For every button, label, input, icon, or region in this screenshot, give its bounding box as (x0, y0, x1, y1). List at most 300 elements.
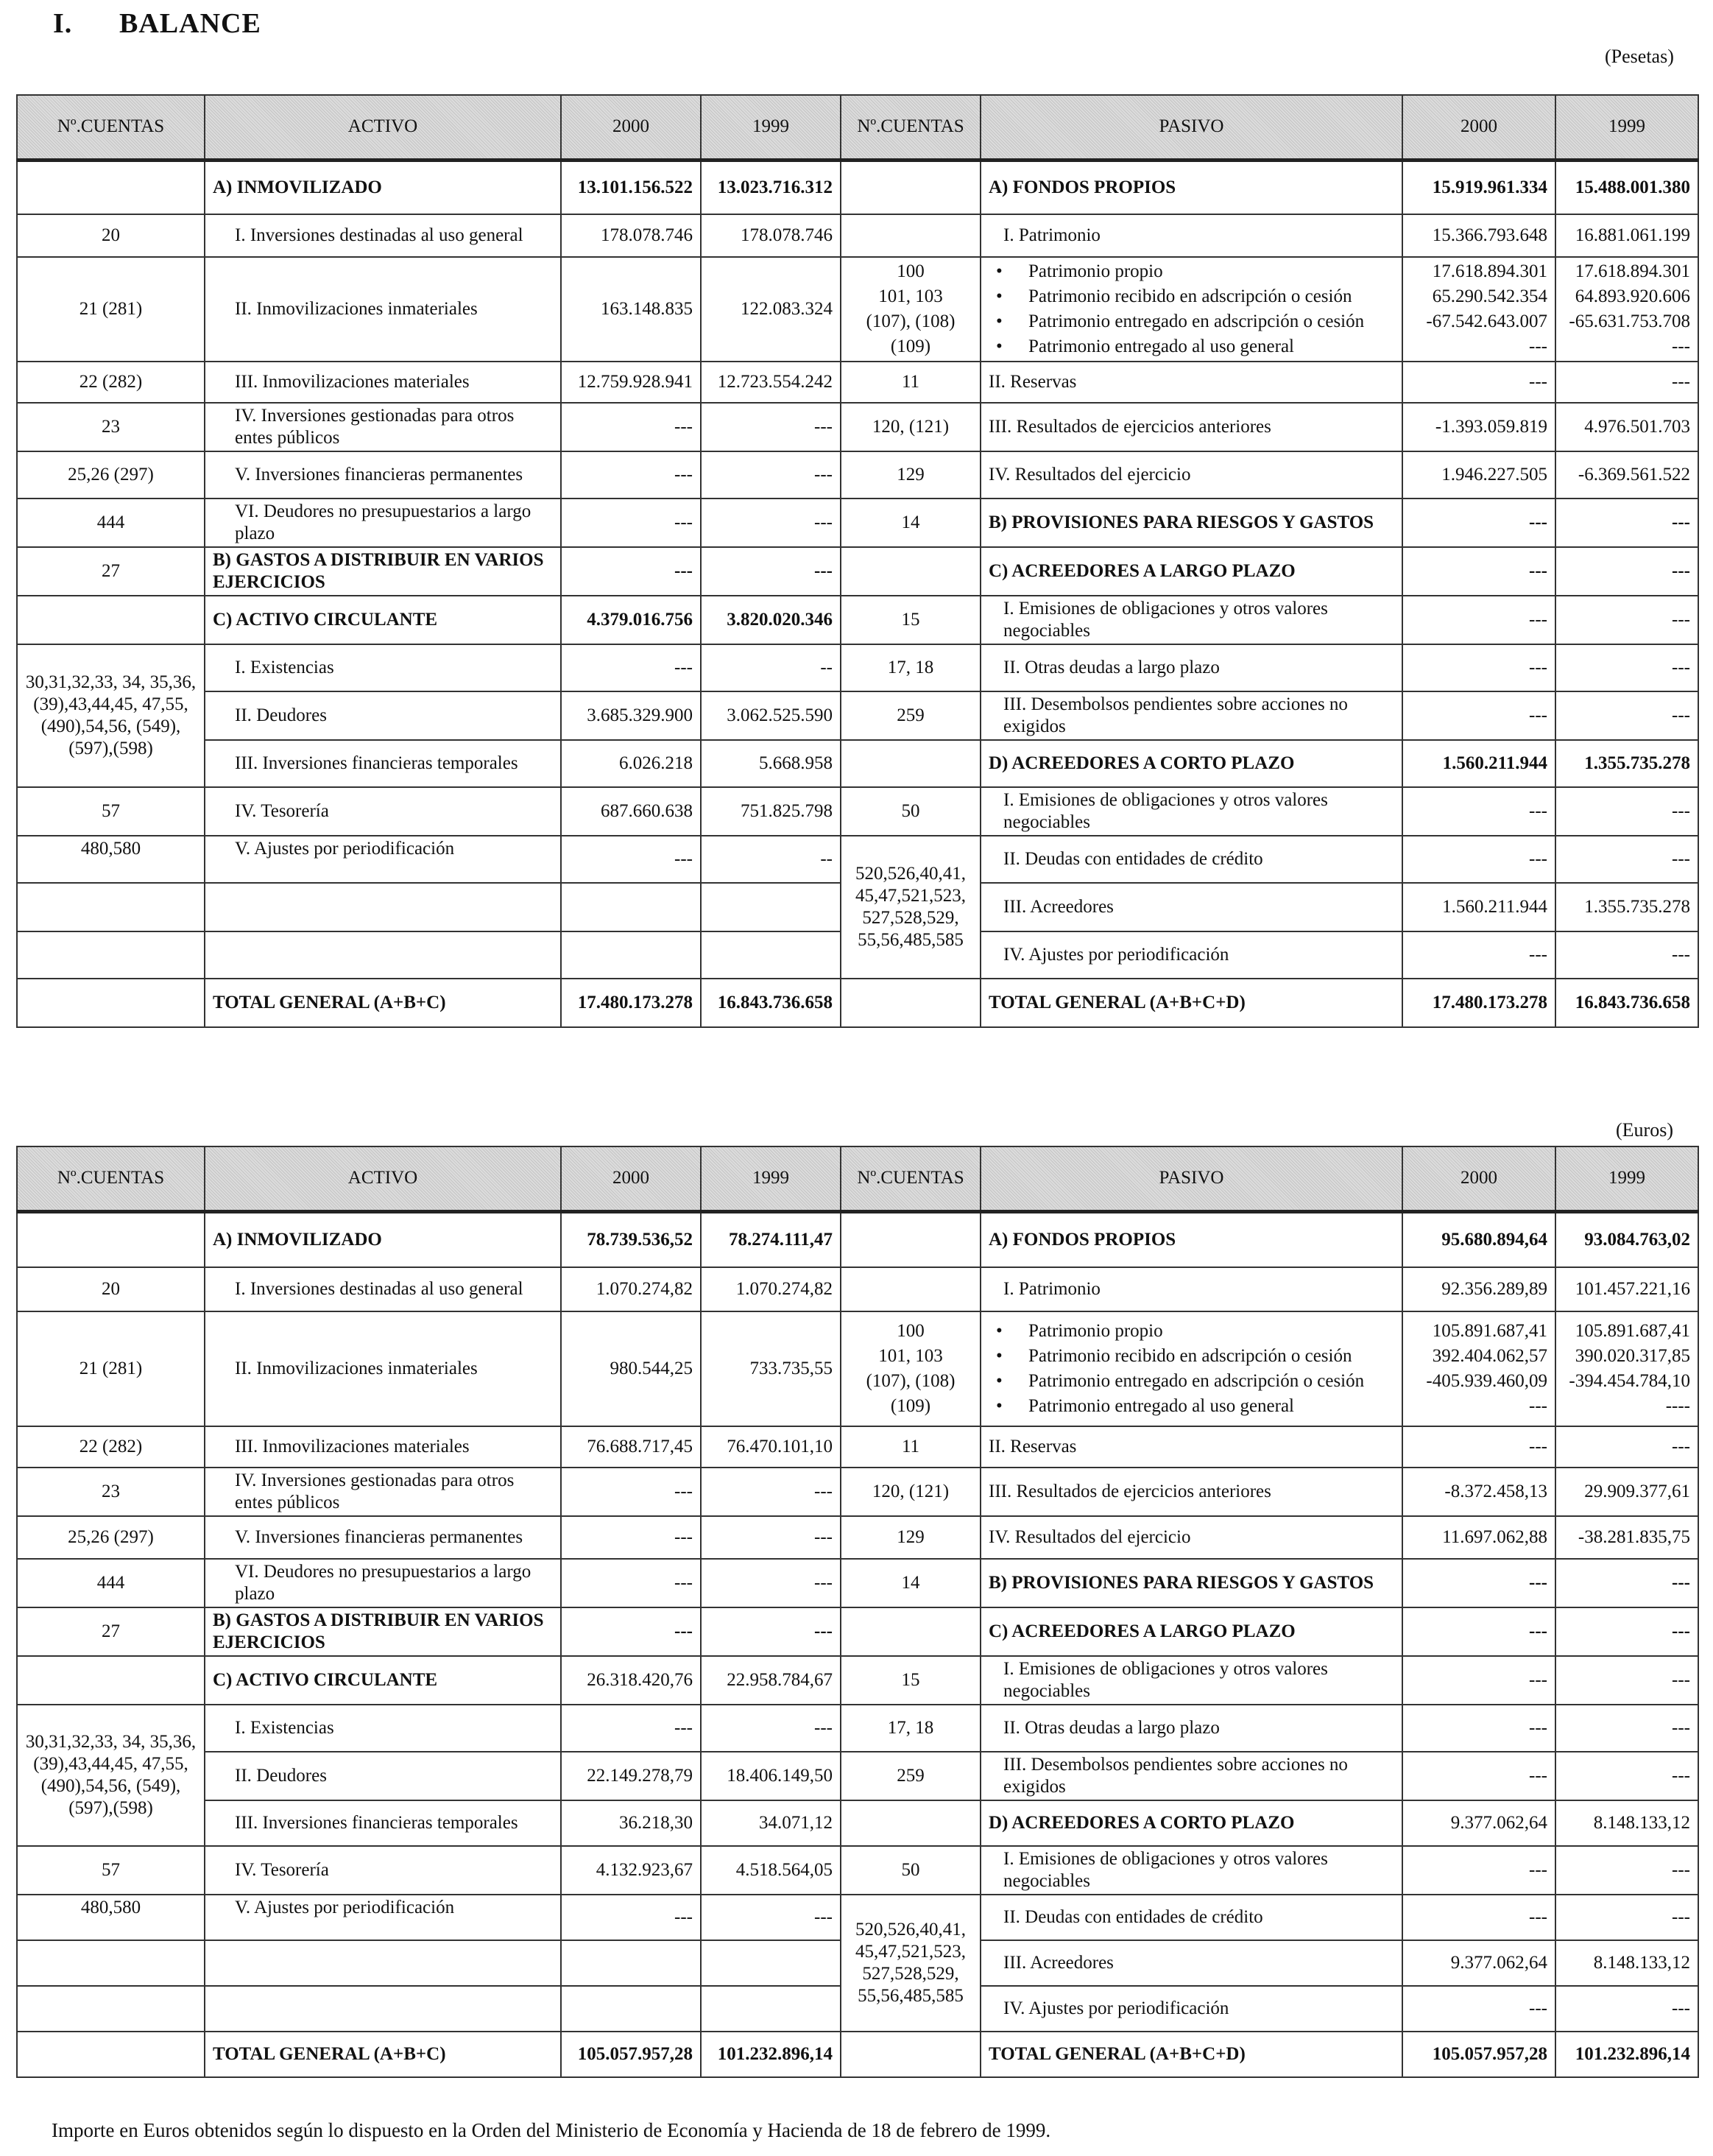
table-row (17, 1426, 1698, 1468)
activo-1999: 3.820.020.346 (701, 596, 841, 644)
pasivo-2000: -1.393.059.819 (1402, 403, 1555, 451)
activo-label: II. Deudores (205, 1752, 561, 1800)
pasivo-1999: --- (1555, 547, 1698, 596)
bullet-item: • Patrimonio propio (989, 259, 1394, 284)
table-euros-block (16, 1146, 1698, 2078)
activo-1999: 78.274.111,47 (701, 1211, 841, 1267)
table-row (17, 596, 1698, 644)
value-line: 64.893.920.606 (1575, 286, 1690, 306)
pasivo-account: 520,526,40,41, 45,47,521,523, 527,528,529, 55,56,485,585 (841, 1895, 981, 2032)
activo-1999: -- (701, 836, 841, 883)
pasivo-label: III. Desembolsos pendientes sobre acciones no exigidos (981, 691, 1402, 740)
pasivo-2000: --- (1402, 1705, 1555, 1752)
empty-cell (17, 883, 205, 931)
empty-cell (205, 1940, 561, 1986)
pasivo-account-line: 100 (897, 261, 925, 281)
pasivo-account: 520,526,40,41, 45,47,521,523, 527,528,529, 55,56,485,585 (841, 836, 981, 979)
total-activo-label: TOTAL GENERAL (A+B+C) (205, 2032, 561, 2077)
pasivo-label: II. Reservas (981, 1426, 1402, 1468)
header-cuentas: Nº.CUENTAS (17, 95, 205, 160)
pasivo-account: 17, 18 (841, 644, 981, 691)
pasivo-label: IV. Ajustes por periodificación (981, 931, 1402, 979)
pasivo-1999: --- (1555, 596, 1698, 644)
pasivo-account: 259 (841, 691, 981, 740)
pasivo-2000-list (1402, 257, 1555, 362)
pasivo-1999: --- (1555, 1986, 1698, 2032)
pasivo-account (841, 1267, 981, 1311)
table-row (17, 1311, 1698, 1426)
activo-1999: 18.406.149,50 (701, 1752, 841, 1800)
pasivo-account: 17, 18 (841, 1705, 981, 1752)
activo-label: I. Existencias (205, 1705, 561, 1752)
activo-label: II. Deudores (205, 691, 561, 740)
pasivo-account: 14 (841, 1559, 981, 1607)
activo-2000: --- (561, 1705, 701, 1752)
account-cell (17, 160, 205, 214)
activo-2000: 4.132.923,67 (561, 1846, 701, 1895)
table-row (17, 160, 1698, 214)
pasivo-2000: --- (1402, 1752, 1555, 1800)
account-cell: 30,31,32,33, 34, 35,36,(39),43,44,45, 47,55,(490),54,56, (549),(597),(598) (17, 644, 205, 787)
pasivo-label: B) PROVISIONES PARA RIESGOS Y GASTOS (981, 1559, 1402, 1607)
header-activo-2000: 2000 (561, 1146, 701, 1211)
pasivo-label: C) ACREEDORES A LARGO PLAZO (981, 1607, 1402, 1656)
pasivo-account: 11 (841, 1426, 981, 1468)
activo-label: VI. Deudores no presupuestarios a largo plazo (205, 499, 561, 547)
pasivo-2000: --- (1402, 1426, 1555, 1468)
activo-label: B) GASTOS A DISTRIBUIR EN VARIOS EJERCICIOS (205, 547, 561, 596)
account-cell: 30,31,32,33, 34, 35,36,(39),43,44,45, 47,55,(490),54,56, (549),(597),(598) (17, 1705, 205, 1846)
activo-2000: 13.101.156.522 (561, 160, 701, 214)
account-cell: 57 (17, 1846, 205, 1895)
value-line: 105.891.687,41 (1575, 1321, 1690, 1341)
pasivo-account-line: (107), (108) (866, 311, 956, 331)
activo-2000: 3.685.329.900 (561, 691, 701, 740)
table-row (17, 257, 1698, 362)
activo-label: V. Inversiones financieras permanentes (205, 451, 561, 499)
pasivo-1999-list (1555, 257, 1698, 362)
activo-2000: 163.148.835 (561, 257, 701, 362)
activo-2000: 1.070.274,82 (561, 1267, 701, 1311)
total-pasivo-2000: 105.057.957,28 (1402, 2032, 1555, 2077)
activo-1999: 5.668.958 (701, 740, 841, 787)
bullet-item: • Patrimonio entregado al uso general (989, 334, 1394, 359)
unit-pesetas: (Pesetas) (1605, 46, 1674, 67)
header-cuentas: Nº.CUENTAS (17, 1146, 205, 1211)
total-activo-2000: 17.480.173.278 (561, 979, 701, 1027)
activo-1999: 76.470.101,10 (701, 1426, 841, 1468)
pasivo-label: II. Otras deudas a largo plazo (981, 1705, 1402, 1752)
empty-cell (841, 979, 981, 1027)
activo-1999: --- (701, 1516, 841, 1559)
pasivo-2000-list (1402, 1311, 1555, 1426)
pasivo-account (841, 547, 981, 596)
header-pasivo-cuentas: Nº.CUENTAS (841, 1146, 981, 1211)
empty-cell (17, 979, 205, 1027)
unit-euros: (Euros) (1616, 1119, 1673, 1141)
header-activo: ACTIVO (205, 1146, 561, 1211)
table-row (17, 451, 1698, 499)
pasivo-1999: --- (1555, 499, 1698, 547)
pasivo-1999: 93.084.763,02 (1555, 1211, 1698, 1267)
pasivo-label: III. Resultados de ejercicios anteriores (981, 1468, 1402, 1516)
bullet-item: • Patrimonio entregado en adscripción o cesión (989, 1369, 1394, 1394)
pasivo-label: I. Emisiones de obligaciones y otros valores negociables (981, 787, 1402, 836)
value-line: 17.618.894.301 (1575, 261, 1690, 281)
account-cell: 480,580 (17, 836, 205, 883)
empty-cell (561, 883, 701, 931)
activo-2000: 4.379.016.756 (561, 596, 701, 644)
activo-2000: 26.318.420,76 (561, 1656, 701, 1705)
activo-label: III. Inmovilizaciones materiales (205, 362, 561, 403)
pasivo-account: 50 (841, 1846, 981, 1895)
pasivo-1999: 8.148.133,12 (1555, 1940, 1698, 1986)
activo-label: V. Ajustes por periodificación (205, 1895, 561, 1940)
activo-2000: 980.544,25 (561, 1311, 701, 1426)
value-line: -405.939.460,09 (1426, 1371, 1547, 1391)
pasivo-account-line: (109) (890, 337, 931, 356)
total-activo-1999: 101.232.896,14 (701, 2032, 841, 2077)
bullet-item: • Patrimonio propio (989, 1319, 1394, 1344)
balance-table (16, 1146, 1699, 2078)
pasivo-1999: --- (1555, 1426, 1698, 1468)
activo-2000: --- (561, 499, 701, 547)
table-row (17, 1800, 1698, 1846)
pasivo-2000: --- (1402, 1846, 1555, 1895)
pasivo-1999: --- (1555, 1846, 1698, 1895)
value-line: -65.631.753.708 (1569, 311, 1690, 331)
activo-1999: --- (701, 547, 841, 596)
activo-1999: --- (701, 1468, 841, 1516)
header-pasivo: PASIVO (981, 95, 1402, 160)
empty-cell (205, 883, 561, 931)
table-row (17, 1752, 1698, 1800)
header-pasivo: PASIVO (981, 1146, 1402, 1211)
pasivo-1999: --- (1555, 1895, 1698, 1940)
table-row (17, 1656, 1698, 1705)
pasivo-1999: --- (1555, 1607, 1698, 1656)
value-line: -394.454.784,10 (1569, 1371, 1690, 1391)
pasivo-1999: --- (1555, 836, 1698, 883)
pasivo-2000: --- (1402, 1607, 1555, 1656)
empty-cell (701, 1940, 841, 1986)
pasivo-label: B) PROVISIONES PARA RIESGOS Y GASTOS (981, 499, 1402, 547)
pasivo-1999: --- (1555, 931, 1698, 979)
header-activo-2000: 2000 (561, 95, 701, 160)
empty-cell (701, 931, 841, 979)
pasivo-label: D) ACREEDORES A CORTO PLAZO (981, 740, 1402, 787)
header-activo-1999: 1999 (701, 95, 841, 160)
table-row (17, 787, 1698, 836)
pasivo-2000: --- (1402, 596, 1555, 644)
account-cell: 27 (17, 547, 205, 596)
patrimonio-breakdown (981, 257, 1402, 362)
activo-2000: 22.149.278,79 (561, 1752, 701, 1800)
activo-1999: 12.723.554.242 (701, 362, 841, 403)
pasivo-label: IV. Ajustes por periodificación (981, 1986, 1402, 2032)
pasivo-2000: 9.377.062,64 (1402, 1940, 1555, 1986)
activo-1999: -- (701, 644, 841, 691)
pasivo-2000: --- (1402, 931, 1555, 979)
total-activo-label: TOTAL GENERAL (A+B+C) (205, 979, 561, 1027)
empty-cell (561, 931, 701, 979)
activo-label: V. Inversiones financieras permanentes (205, 1516, 561, 1559)
account-cell (17, 1211, 205, 1267)
pasivo-1999: --- (1555, 1559, 1698, 1607)
pasivo-account (841, 1211, 981, 1267)
activo-2000: 6.026.218 (561, 740, 701, 787)
activo-label: II. Inmovilizaciones inmateriales (205, 257, 561, 362)
activo-2000: --- (561, 403, 701, 451)
activo-1999: --- (701, 499, 841, 547)
pasivo-label: A) FONDOS PROPIOS (981, 1211, 1402, 1267)
pasivo-account (841, 160, 981, 214)
table-row (17, 1895, 1698, 1940)
activo-2000: --- (561, 1516, 701, 1559)
pasivo-label: A) FONDOS PROPIOS (981, 160, 1402, 214)
pasivo-label: III. Acreedores (981, 1940, 1402, 1986)
pasivo-label: I. Patrimonio (981, 214, 1402, 257)
activo-label: III. Inversiones financieras temporales (205, 1800, 561, 1846)
account-cell: 20 (17, 1267, 205, 1311)
title-number: I. (53, 8, 73, 39)
table-row (17, 362, 1698, 403)
pasivo-account: 259 (841, 1752, 981, 1800)
pasivo-label: I. Emisiones de obligaciones y otros valores negociables (981, 596, 1402, 644)
account-cell: 25,26 (297) (17, 451, 205, 499)
value-line: 105.891.687,41 (1432, 1321, 1547, 1341)
pasivo-account: 120, (121) (841, 403, 981, 451)
account-cell: 27 (17, 1607, 205, 1656)
pasivo-label: IV. Resultados del ejercicio (981, 1516, 1402, 1559)
activo-1999: 3.062.525.590 (701, 691, 841, 740)
activo-2000: 78.739.536,52 (561, 1211, 701, 1267)
table-row (17, 740, 1698, 787)
pasivo-account: 15 (841, 596, 981, 644)
header-activo: ACTIVO (205, 95, 561, 160)
pasivo-1999: 16.881.061.199 (1555, 214, 1698, 257)
pasivo-1999: 4.976.501.703 (1555, 403, 1698, 451)
total-pasivo-2000: 17.480.173.278 (1402, 979, 1555, 1027)
account-cell: 444 (17, 1559, 205, 1607)
total-pasivo-label: TOTAL GENERAL (A+B+C+D) (981, 2032, 1402, 2077)
activo-label: C) ACTIVO CIRCULANTE (205, 1656, 561, 1705)
activo-label: A) INMOVILIZADO (205, 160, 561, 214)
activo-2000: 76.688.717,45 (561, 1426, 701, 1468)
pasivo-2000: 1.560.211.944 (1402, 883, 1555, 931)
account-cell: 444 (17, 499, 205, 547)
bullet-item: • Patrimonio recibido en adscripción o cesión (989, 284, 1394, 309)
value-line: --- (1672, 337, 1690, 356)
pasivo-1999: 29.909.377,61 (1555, 1468, 1698, 1516)
account-cell: 21 (281) (17, 257, 205, 362)
activo-label: I. Existencias (205, 644, 561, 691)
pasivo-2000: 11.697.062,88 (1402, 1516, 1555, 1559)
pasivo-2000: -8.372.458,13 (1402, 1468, 1555, 1516)
pasivo-account-line: 101, 103 (878, 1346, 943, 1366)
activo-2000: 36.218,30 (561, 1800, 701, 1846)
activo-1999: 4.518.564,05 (701, 1846, 841, 1895)
table-row (17, 1468, 1698, 1516)
total-pasivo-1999: 16.843.736.658 (1555, 979, 1698, 1027)
total-activo-2000: 105.057.957,28 (561, 2032, 701, 2077)
total-activo-1999: 16.843.736.658 (701, 979, 841, 1027)
pasivo-account: 15 (841, 1656, 981, 1705)
table-row (17, 644, 1698, 691)
pasivo-account-line: 101, 103 (878, 286, 943, 306)
empty-cell (17, 1940, 205, 1986)
pasivo-label: III. Acreedores (981, 883, 1402, 931)
activo-1999: --- (701, 403, 841, 451)
pasivo-2000: 1.560.211.944 (1402, 740, 1555, 787)
table-row (17, 1846, 1698, 1895)
bullet-item: • Patrimonio recibido en adscripción o cesión (989, 1344, 1394, 1369)
table-row (17, 1516, 1698, 1559)
pasivo-label: III. Resultados de ejercicios anteriores (981, 403, 1402, 451)
activo-1999: 13.023.716.312 (701, 160, 841, 214)
empty-cell (701, 1986, 841, 2032)
activo-2000: --- (561, 451, 701, 499)
footnote: Importe en Euros obtenidos según lo dispuesto en la Orden del Ministerio de Economía y Hacienda de 18 de febrero de 1999. (52, 2119, 1051, 2141)
activo-label: IV. Inversiones gestionadas para otros entes públicos (205, 403, 561, 451)
account-cell (17, 1656, 205, 1705)
title-text: BALANCE (119, 8, 261, 39)
pasivo-2000: --- (1402, 787, 1555, 836)
bullet-item: • Patrimonio entregado al uso general (989, 1394, 1394, 1419)
pasivo-2000: 92.356.289,89 (1402, 1267, 1555, 1311)
pasivo-account: 129 (841, 451, 981, 499)
balance-table (16, 94, 1699, 1028)
value-line: --- (1529, 337, 1547, 356)
header-pasivo-cuentas: Nº.CUENTAS (841, 95, 981, 160)
pasivo-label: IV. Resultados del ejercicio (981, 451, 1402, 499)
pasivo-account: 120, (121) (841, 1468, 981, 1516)
account-cell: 57 (17, 787, 205, 836)
pasivo-1999: --- (1555, 362, 1698, 403)
pasivo-2000: --- (1402, 691, 1555, 740)
total-row (17, 2032, 1698, 2077)
activo-2000: --- (561, 1607, 701, 1656)
pasivo-account-list (841, 257, 981, 362)
header-row (17, 95, 1698, 160)
pasivo-1999: 101.457.221,16 (1555, 1267, 1698, 1311)
pasivo-label: II. Deudas con entidades de crédito (981, 836, 1402, 883)
pasivo-1999: --- (1555, 787, 1698, 836)
pasivo-1999: 15.488.001.380 (1555, 160, 1698, 214)
empty-cell (205, 931, 561, 979)
pasivo-2000: --- (1402, 1656, 1555, 1705)
activo-1999: --- (701, 1895, 841, 1940)
activo-label: I. Inversiones destinadas al uso general (205, 214, 561, 257)
table-row (17, 499, 1698, 547)
table-row (17, 214, 1698, 257)
activo-2000: --- (561, 547, 701, 596)
pasivo-label: I. Emisiones de obligaciones y otros valores negociables (981, 1656, 1402, 1705)
activo-label: C) ACTIVO CIRCULANTE (205, 596, 561, 644)
empty-cell (561, 1986, 701, 2032)
pasivo-account: 11 (841, 362, 981, 403)
pasivo-account-line: (109) (890, 1396, 931, 1416)
activo-1999: 733.735,55 (701, 1311, 841, 1426)
total-pasivo-1999: 101.232.896,14 (1555, 2032, 1698, 2077)
account-cell: 23 (17, 403, 205, 451)
table-row (17, 691, 1698, 740)
table-row (17, 547, 1698, 596)
header-pasivo-2000: 2000 (1402, 95, 1555, 160)
value-line: 390.020.317,85 (1575, 1346, 1690, 1366)
table-row (17, 1705, 1698, 1752)
pasivo-1999: 8.148.133,12 (1555, 1800, 1698, 1846)
table-row (17, 1267, 1698, 1311)
pasivo-label: D) ACREEDORES A CORTO PLAZO (981, 1800, 1402, 1846)
pasivo-account (841, 1800, 981, 1846)
pasivo-2000: --- (1402, 1895, 1555, 1940)
pasivo-2000: --- (1402, 644, 1555, 691)
pasivo-1999: --- (1555, 1656, 1698, 1705)
activo-1999: 122.083.324 (701, 257, 841, 362)
pasivo-1999: --- (1555, 644, 1698, 691)
pasivo-label: I. Emisiones de obligaciones y otros valores negociables (981, 1846, 1402, 1895)
activo-1999: 1.070.274,82 (701, 1267, 841, 1311)
header-pasivo-2000: 2000 (1402, 1146, 1555, 1211)
pasivo-2000: --- (1402, 1559, 1555, 1607)
pasivo-2000: --- (1402, 1986, 1555, 2032)
activo-1999: --- (701, 451, 841, 499)
table-row (17, 1607, 1698, 1656)
empty-cell (205, 1986, 561, 2032)
pasivo-label: III. Desembolsos pendientes sobre acciones no exigidos (981, 1752, 1402, 1800)
pasivo-label: II. Deudas con entidades de crédito (981, 1895, 1402, 1940)
header-pasivo-1999: 1999 (1555, 95, 1698, 160)
pasivo-1999: --- (1555, 1752, 1698, 1800)
pasivo-account-line: (107), (108) (866, 1371, 956, 1391)
activo-2000: --- (561, 644, 701, 691)
activo-2000: 178.078.746 (561, 214, 701, 257)
pasivo-2000: 15.919.961.334 (1402, 160, 1555, 214)
activo-1999: --- (701, 1559, 841, 1607)
activo-label: II. Inmovilizaciones inmateriales (205, 1311, 561, 1426)
activo-label: I. Inversiones destinadas al uso general (205, 1267, 561, 1311)
pasivo-account-line: 100 (897, 1321, 925, 1341)
pasivo-account-list (841, 1311, 981, 1426)
activo-label: A) INMOVILIZADO (205, 1211, 561, 1267)
value-line: -67.542.643.007 (1426, 311, 1547, 331)
activo-label: IV. Tesorería (205, 787, 561, 836)
activo-2000: --- (561, 1559, 701, 1607)
activo-2000: 12.759.928.941 (561, 362, 701, 403)
value-line: 392.404.062,57 (1432, 1346, 1547, 1366)
account-cell: 22 (282) (17, 1426, 205, 1468)
pasivo-1999: 1.355.735.278 (1555, 740, 1698, 787)
activo-label: III. Inmovilizaciones materiales (205, 1426, 561, 1468)
activo-label: IV. Inversiones gestionadas para otros entes públicos (205, 1468, 561, 1516)
account-cell: 480,580 (17, 1895, 205, 1940)
pasivo-account: 129 (841, 1516, 981, 1559)
pasivo-1999: --- (1555, 1705, 1698, 1752)
header-pasivo-1999: 1999 (1555, 1146, 1698, 1211)
activo-1999: 22.958.784,67 (701, 1656, 841, 1705)
pasivo-account: 14 (841, 499, 981, 547)
account-cell: 23 (17, 1468, 205, 1516)
empty-cell (17, 931, 205, 979)
activo-1999: 34.071,12 (701, 1800, 841, 1846)
pasivo-label: I. Patrimonio (981, 1267, 1402, 1311)
activo-2000: --- (561, 836, 701, 883)
pasivo-account (841, 214, 981, 257)
table-pesetas-block (16, 94, 1698, 1028)
pasivo-2000: --- (1402, 547, 1555, 596)
account-cell: 25,26 (297) (17, 1516, 205, 1559)
